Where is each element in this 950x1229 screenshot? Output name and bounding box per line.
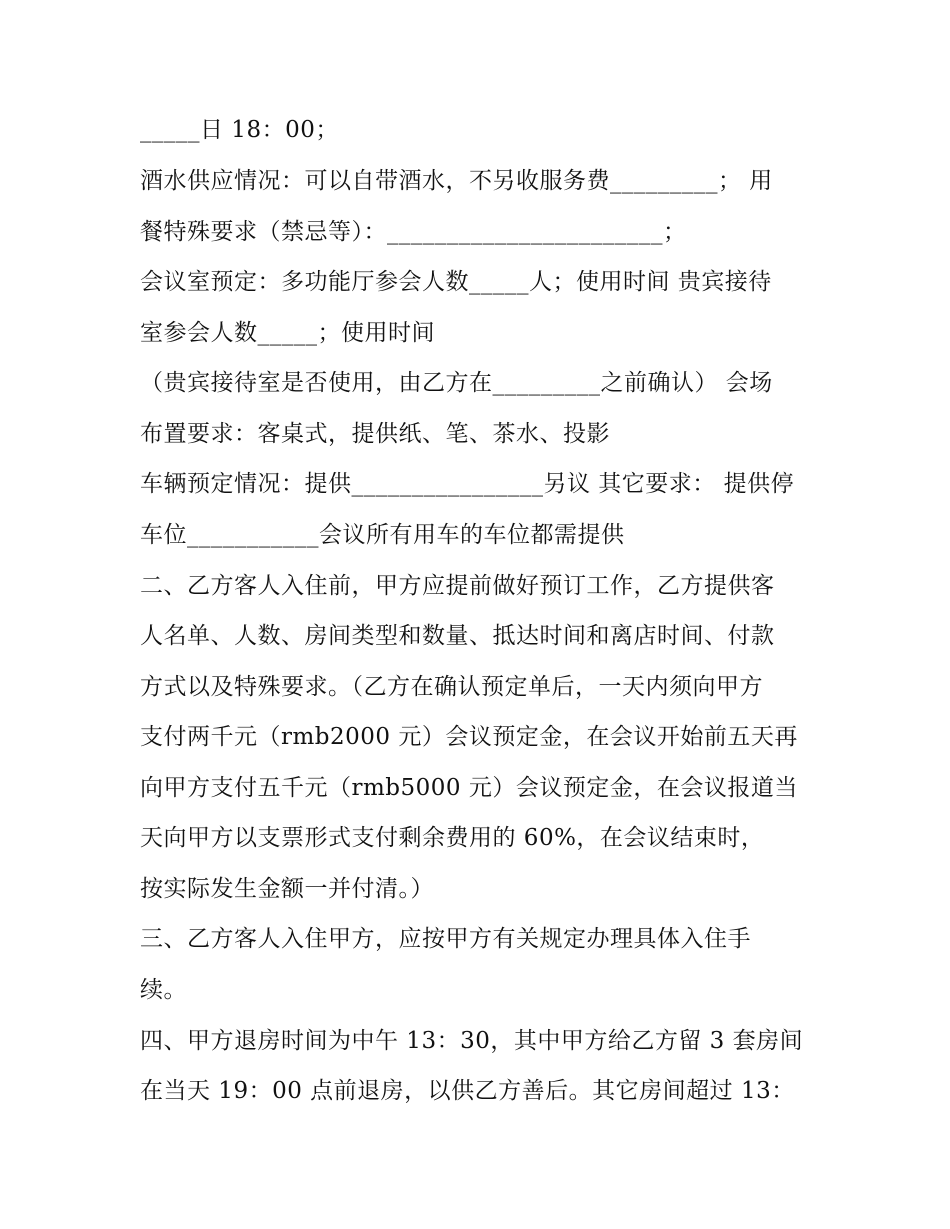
text-line: 二、乙方客人入住前，甲方应提前做好预订工作，乙方提供客 <box>140 573 775 599</box>
text-line: 按实际发生金额一并付清。） <box>140 876 434 902</box>
text-line: 在当天 19：00 点前退房，以供乙方善后。其它房间超过 13： <box>140 1078 795 1104</box>
text-line: 餐特殊要求（禁忌等）：_______________________； <box>140 219 687 245</box>
text-line: 车辆预定情况：提供________________另议 其它要求： 提供停 <box>140 471 795 497</box>
text-line: 会议室预定：多功能厅参会人数_____人；使用时间 贵宾接待 <box>140 269 772 295</box>
text-line: _____日 18：00； <box>140 117 339 143</box>
text-line: 布置要求：客桌式，提供纸、笔、茶水、投影 <box>140 421 610 447</box>
text-line: （贵宾接待室是否使用，由乙方在_________之前确认） 会场 <box>140 370 773 396</box>
text-line: 四、甲方退房时间为中午 13：30，其中甲方给乙方留 3 套房间 <box>140 1028 804 1054</box>
text-line: 续。 <box>140 977 187 1003</box>
text-line: 人名单、人数、房间类型和数量、抵达时间和离店时间、付款 <box>140 623 775 649</box>
text-line: 三、乙方客人入住甲方，应按甲方有关规定办理具体入住手 <box>140 926 751 952</box>
text-line: 向甲方支付五千元（rmb5000 元）会议预定金，在会议报道当 <box>140 775 798 801</box>
text-line: 车位___________会议所有用车的车位都需提供 <box>140 522 625 548</box>
text-line: 天向甲方以支票形式支付剩余费用的 60%，在会议结束时， <box>140 825 765 851</box>
text-line: 支付两千元（rmb2000 元）会议预定金，在会议开始前五天再 <box>140 724 798 750</box>
text-line: 酒水供应情况：可以自带酒水，不另收服务费_________； 用 <box>140 168 773 194</box>
text-line: 方式以及特殊要求。（乙方在确认预定单后，一天内须向甲方 <box>140 674 763 700</box>
text-line: 室参会人数_____；使用时间 <box>140 320 435 346</box>
